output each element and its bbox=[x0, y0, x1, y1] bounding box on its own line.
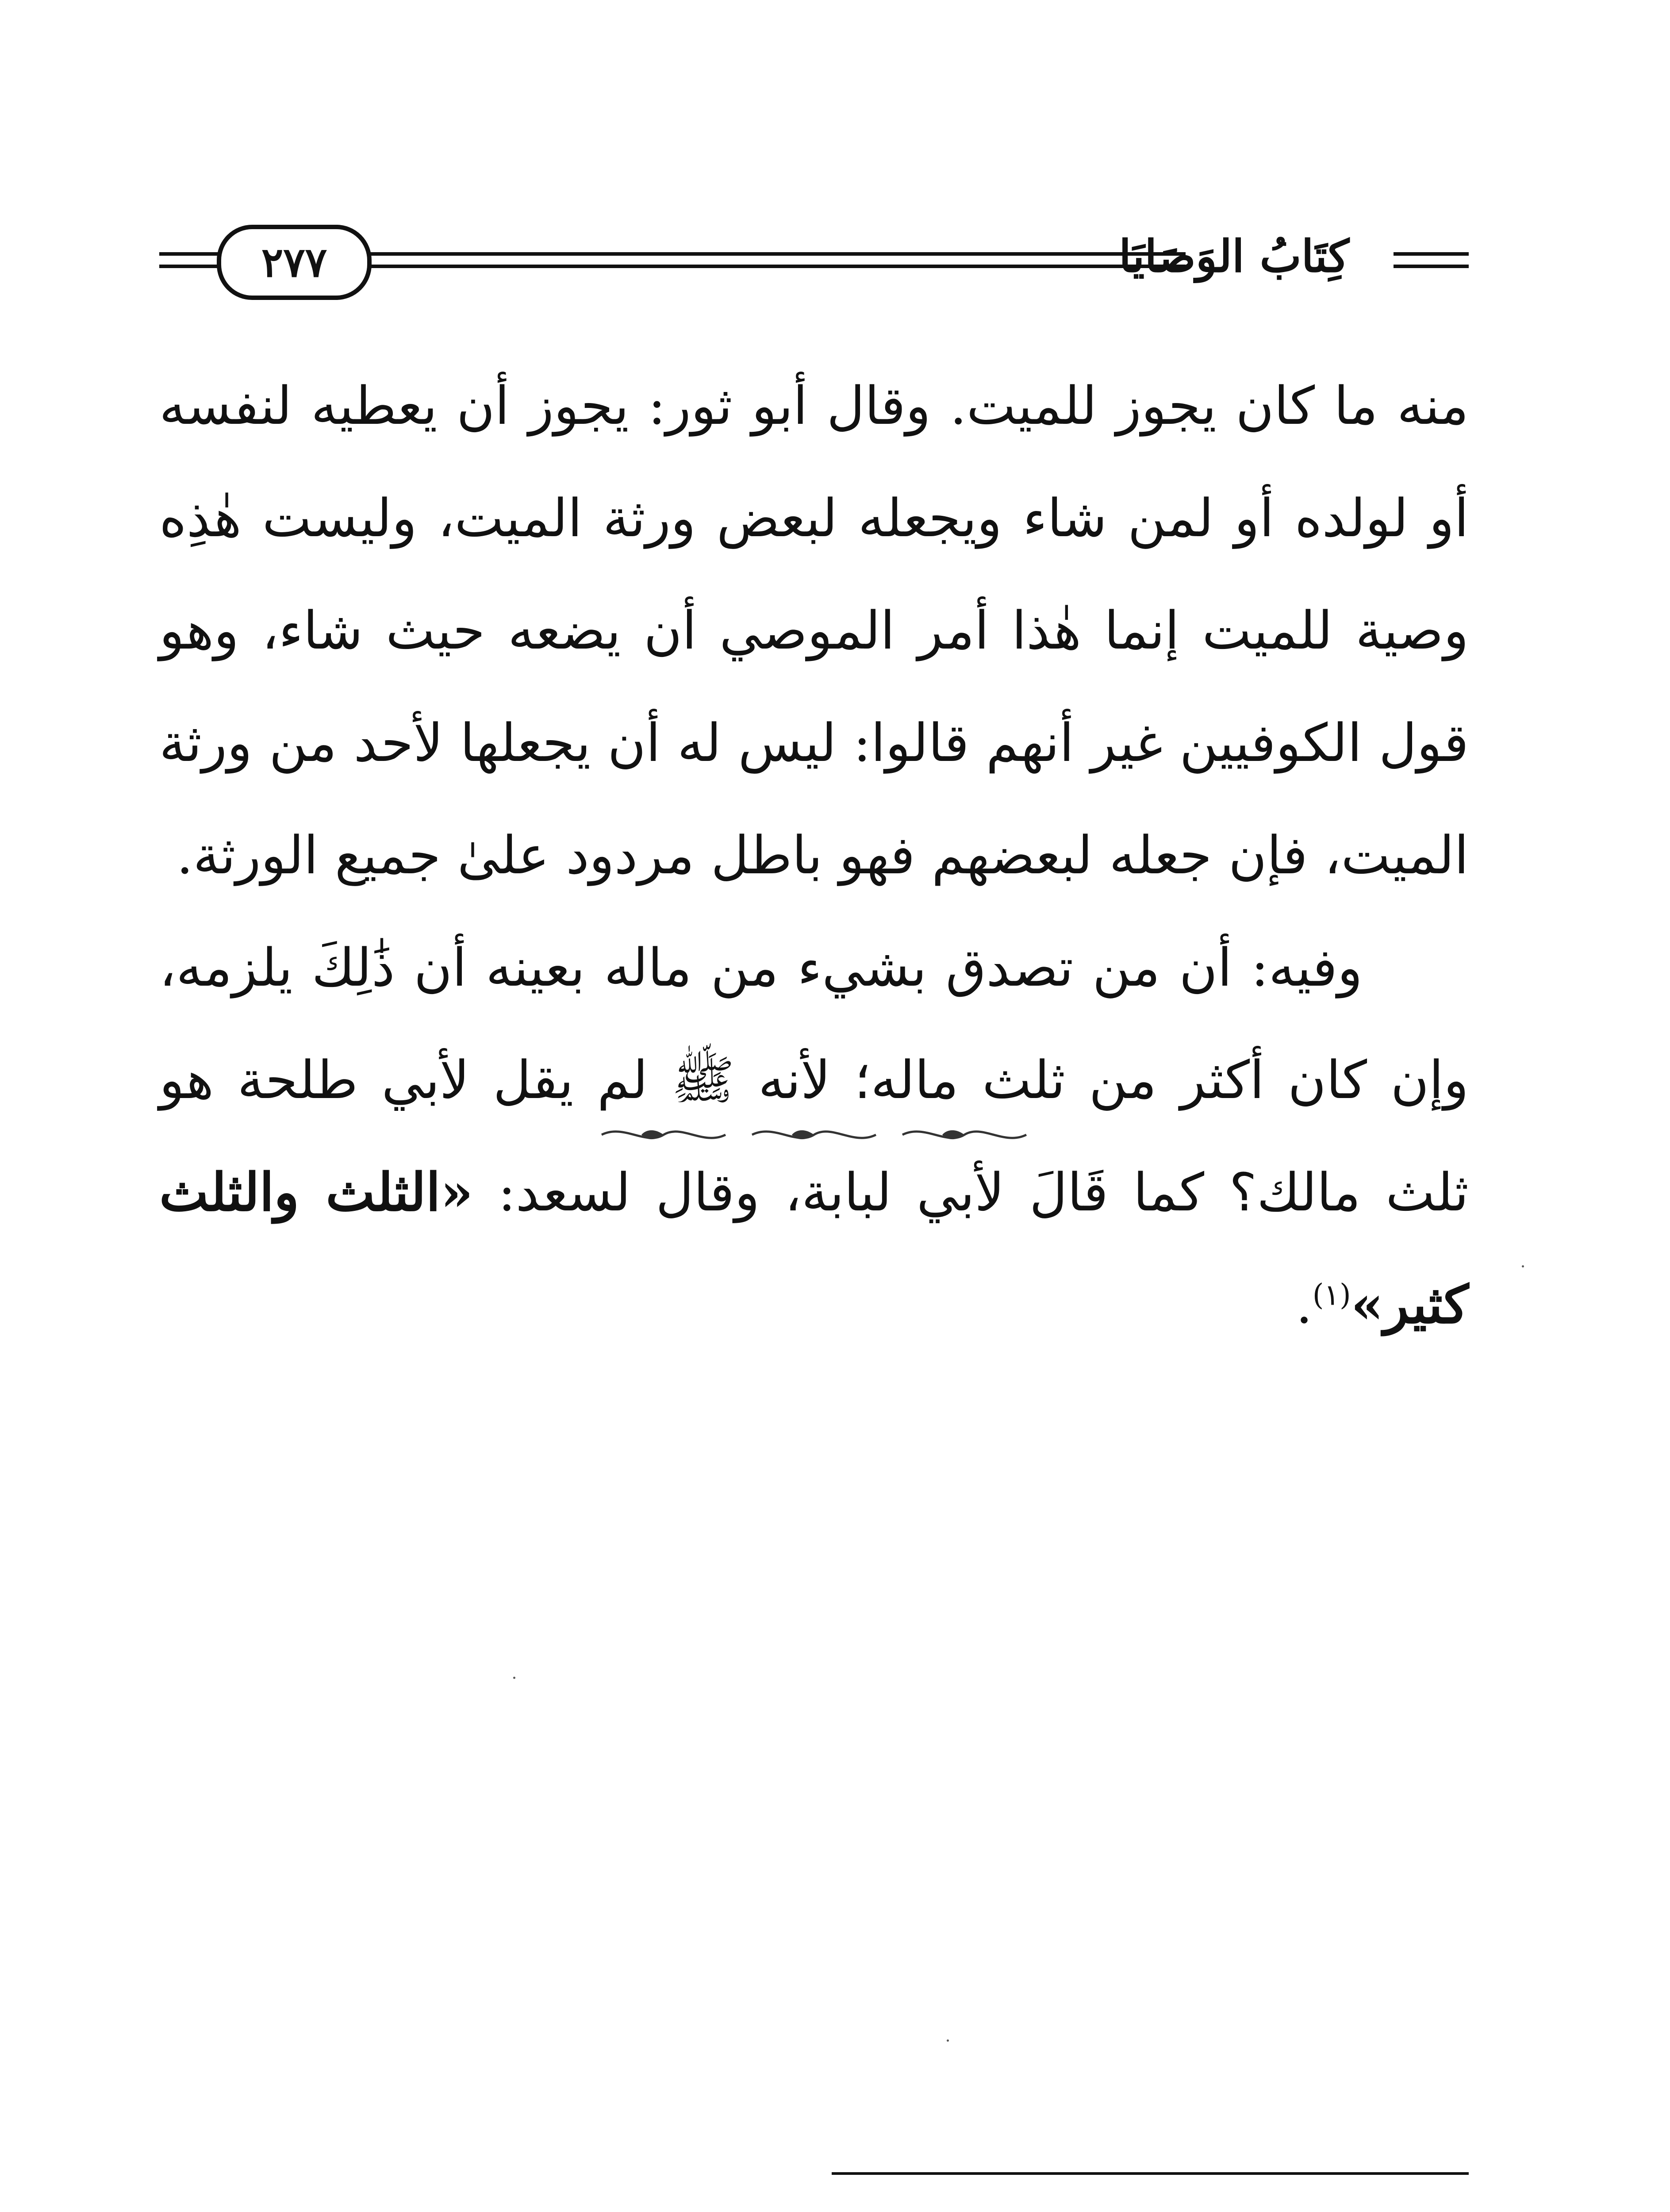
paragraph-2-text: وفيه: أن من تصدق بشيء من ماله بعينه أن ذَٰلِكَ يلزمه، وإن كان أكثر من ثلث ماله؛ لأنه ﷺ لم يقل لأبي طلحة هو ثلث مالك؟ كما قَالَ لأبي لبابة، وقال لسعد: bbox=[159, 937, 1469, 1223]
page-header bbox=[159, 217, 1469, 305]
page-number: ٢٧٧ bbox=[217, 225, 372, 300]
footnote-ref-1[interactable]: (١) bbox=[1312, 1278, 1351, 1312]
footnote-1 bbox=[159, 2208, 1469, 2212]
scan-speck bbox=[1522, 1265, 1524, 1267]
scan-speck bbox=[947, 2039, 949, 2042]
header-rule-middle-top bbox=[354, 252, 1186, 256]
paragraph-1: منه ما كان يجوز للميت. وقال أبو ثور: يجوز أن يعطيه لنفسه أو لولده أو لمن شاء ويجعله لبعض ورثة الميت، وليست هٰذِه وصية للميت إنما هٰذا أمر الموصي أن يضعه حيث شاء، وهو قول الكوفيين غير أنهم قالوا: ليس له أن يجعلها لأحد من ورثة الميت، فإن جعله لبعضهم فهو باطل مردود علىٰ جميع الورثة. bbox=[159, 375, 1469, 886]
footnote-separator bbox=[832, 2172, 1469, 2175]
main-text bbox=[159, 349, 1469, 1361]
book-title: كِتَابُ الوَصَايَا bbox=[1119, 230, 1349, 282]
scan-speck bbox=[513, 1677, 515, 1679]
header-rule-right-bottom bbox=[1394, 265, 1469, 268]
ornament-icon bbox=[597, 1121, 730, 1148]
header-rule-middle-bottom bbox=[354, 265, 1186, 268]
ornament-icon bbox=[898, 1121, 1031, 1148]
ornament-icon bbox=[748, 1121, 880, 1148]
header-rule-right-top bbox=[1394, 252, 1469, 256]
footnote-label bbox=[1376, 2208, 1469, 2212]
footnote-text bbox=[159, 2208, 1376, 2212]
hadith-quote: «الثلث والثلث كثير» bbox=[159, 1161, 1469, 1335]
paragraph-2-end: . bbox=[1296, 1274, 1313, 1335]
section-end-ornament bbox=[588, 1119, 1040, 1150]
footnotes bbox=[159, 2208, 1469, 2212]
